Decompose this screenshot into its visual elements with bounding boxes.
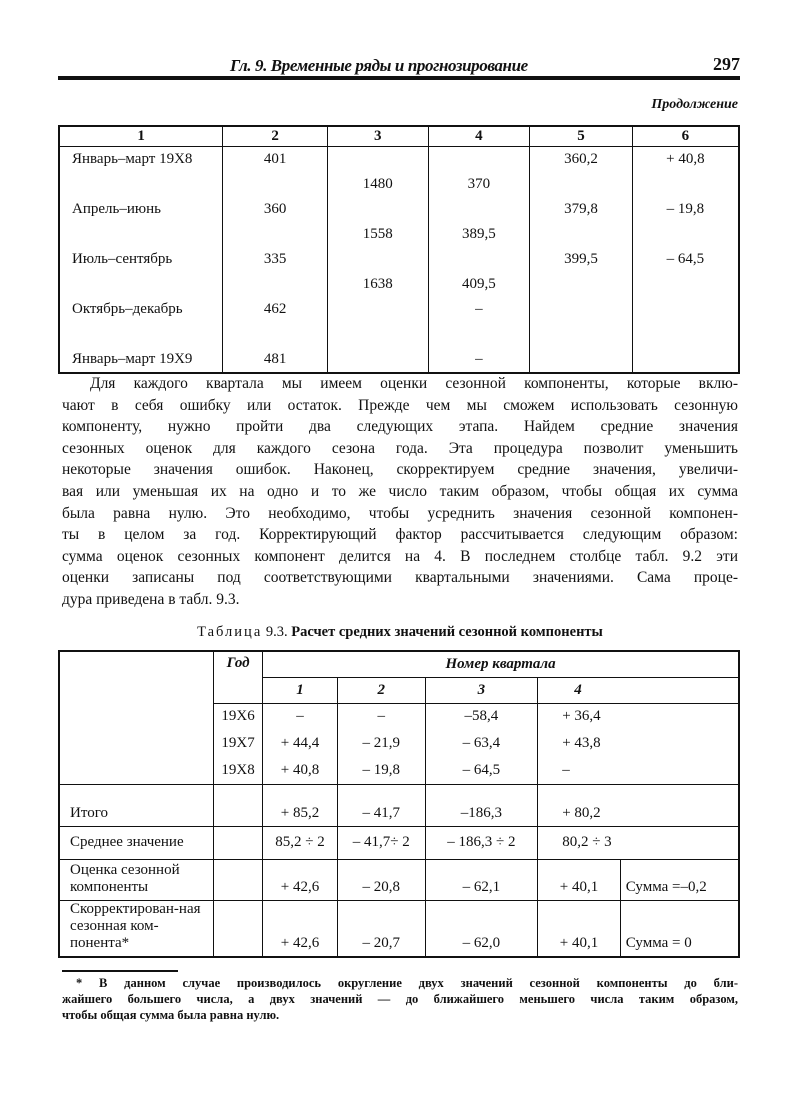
header-row-1 xyxy=(59,651,739,677)
value-cell: 1638 xyxy=(327,272,428,297)
paragraph-line: некоторые значения ошибок. Наконец, скорректируем средние значения, увеличи- xyxy=(62,461,738,479)
paragraph-line: сумма оценок сезонных компонент делится на 4. В последнем столбце табл. 9.2 эти xyxy=(62,547,738,565)
row-label: Среднее значение xyxy=(59,826,214,859)
empty-year-cell xyxy=(214,859,263,900)
table-header-row xyxy=(59,126,739,147)
value-cell xyxy=(327,322,428,347)
value-cell xyxy=(223,222,328,247)
paragraph-line: была равна нулю. Это необходимо, чтобы усреднить значения сезонной компонен- xyxy=(62,504,738,522)
value-cell: + 42,6 xyxy=(263,900,338,957)
period-cell: Июль–сентябрь xyxy=(59,247,223,272)
value-cell: – 19,8 xyxy=(337,757,425,784)
value-cell: + 40,1 xyxy=(538,900,621,957)
value-cell: + 80,2 xyxy=(538,784,739,826)
quarter-header: Номер квартала xyxy=(263,651,739,677)
row-label: Итого xyxy=(59,784,214,826)
value-cell: 401 xyxy=(223,147,328,173)
page-number: 297 xyxy=(713,54,740,74)
year-cell: 19X6 xyxy=(214,703,263,730)
value-cell: 370 xyxy=(428,172,530,197)
value-cell xyxy=(428,197,530,222)
continuation-label: Продолжение xyxy=(651,97,738,112)
value-cell xyxy=(327,347,428,373)
total-row xyxy=(59,784,739,826)
value-cell: – 63,4 xyxy=(425,730,538,757)
paragraph-line: ты в целом за год. Корректирующий фактор рассчитывается следующим образом: xyxy=(62,526,738,544)
caption-prefix: Таблица xyxy=(197,624,263,640)
sum-cell: Сумма = 0 xyxy=(620,900,739,957)
table-row xyxy=(59,197,739,222)
value-cell: –186,3 xyxy=(425,784,538,826)
value-cell: 1558 xyxy=(327,222,428,247)
value-cell xyxy=(428,247,530,272)
value-cell: + 40,1 xyxy=(538,859,621,900)
table-row xyxy=(59,172,739,197)
value-cell: – xyxy=(538,757,739,784)
paragraph-line: вая или уменьшая их на одно и то же число таким образом, чтобы общая их сумма xyxy=(62,482,738,500)
value-cell xyxy=(632,322,739,347)
value-cell xyxy=(632,272,739,297)
caption-number: 9.3. xyxy=(265,624,288,640)
table-row xyxy=(59,297,739,322)
value-cell: – 41,7÷ 2 xyxy=(337,826,425,859)
value-cell: – 21,9 xyxy=(337,730,425,757)
value-cell: + 85,2 xyxy=(263,784,338,826)
value-cell: 389,5 xyxy=(428,222,530,247)
value-cell xyxy=(428,147,530,173)
mean-row xyxy=(59,826,739,859)
value-cell: + 43,8 xyxy=(538,730,739,757)
value-cell: 360,2 xyxy=(530,147,633,173)
value-cell: –58,4 xyxy=(425,703,538,730)
header-rule xyxy=(58,76,740,80)
row-label: Оценка сезонной компоненты xyxy=(59,859,214,900)
value-cell xyxy=(428,322,530,347)
year-cell: 19X8 xyxy=(214,757,263,784)
value-cell: + 42,6 xyxy=(263,859,338,900)
value-cell xyxy=(632,347,739,373)
quarter-number: 1 xyxy=(263,677,338,703)
value-cell: – 19,8 xyxy=(632,197,739,222)
empty-year-cell xyxy=(214,784,263,826)
period-cell xyxy=(59,222,223,247)
value-cell: 335 xyxy=(223,247,328,272)
value-cell: 379,8 xyxy=(530,197,633,222)
value-cell xyxy=(223,272,328,297)
value-cell: – xyxy=(263,703,338,730)
table-row xyxy=(59,247,739,272)
table-row xyxy=(59,147,739,173)
paragraph-line: оценки записаны под соответствующими квартальными значениями. Сама проце- xyxy=(62,569,738,587)
paragraph-line: чают в себя ошибку или остаток. Прежде чем мы сможем использовать сезонную xyxy=(62,396,738,414)
period-cell: Апрель–июнь xyxy=(59,197,223,222)
value-cell xyxy=(530,322,633,347)
table-9-3 xyxy=(58,650,740,958)
value-cell: – 186,3 ÷ 2 xyxy=(425,826,538,859)
footnote-line: чтобы общая сумма была равна нулю. xyxy=(62,1008,280,1022)
column-header: 5 xyxy=(530,126,633,147)
period-cell xyxy=(59,272,223,297)
value-cell xyxy=(223,322,328,347)
value-cell: – xyxy=(428,347,530,373)
period-cell xyxy=(59,172,223,197)
value-cell xyxy=(530,272,633,297)
value-cell: – xyxy=(428,297,530,322)
paragraph-line: компоненту, нужно пройти два следующих этапа. Найдем средние значения xyxy=(62,418,738,436)
paragraph-line: Для каждого квартала мы имеем оценки сезонной компоненты, которые вклю- xyxy=(90,375,738,392)
value-cell: + 40,8 xyxy=(632,147,739,173)
value-cell xyxy=(530,172,633,197)
value-cell xyxy=(530,347,633,373)
footnote-line: * В данном случае производилось округление двух значений сезонной компоненты до бли- xyxy=(76,976,738,990)
value-cell: 1480 xyxy=(327,172,428,197)
period-cell xyxy=(59,322,223,347)
empty-label-cell xyxy=(59,651,214,784)
value-cell: – 62,1 xyxy=(425,859,538,900)
quarter-number: 3 xyxy=(425,677,538,703)
value-cell: 409,5 xyxy=(428,272,530,297)
value-cell xyxy=(632,297,739,322)
value-cell: 462 xyxy=(223,297,328,322)
value-cell xyxy=(632,172,739,197)
footnote-line: жайшего большего числа, а двух значений — до ближайшего меньшего числа таким образом, xyxy=(62,992,738,1006)
value-cell xyxy=(327,297,428,322)
value-cell: – 64,5 xyxy=(632,247,739,272)
table-row xyxy=(59,272,739,297)
column-header: 1 xyxy=(59,126,223,147)
empty-year-cell xyxy=(214,900,263,957)
column-header: 3 xyxy=(327,126,428,147)
table-row xyxy=(59,347,739,373)
empty-year-cell xyxy=(214,826,263,859)
column-header: 6 xyxy=(632,126,739,147)
value-cell: + 40,8 xyxy=(263,757,338,784)
value-cell: – 20,8 xyxy=(337,859,425,900)
estimate-row xyxy=(59,859,739,900)
value-cell xyxy=(327,147,428,173)
column-header: 4 xyxy=(428,126,530,147)
corrected-row xyxy=(59,900,739,957)
footnote xyxy=(62,975,738,1023)
value-cell: 481 xyxy=(223,347,328,373)
value-cell: 80,2 ÷ 3 xyxy=(538,826,739,859)
value-cell: 399,5 xyxy=(530,247,633,272)
table-9-2-continued xyxy=(58,125,740,374)
sum-cell: Сумма =–0,2 xyxy=(620,859,739,900)
value-cell xyxy=(530,297,633,322)
value-cell xyxy=(327,247,428,272)
running-head xyxy=(60,52,740,78)
value-cell xyxy=(327,197,428,222)
column-header: 2 xyxy=(223,126,328,147)
value-cell xyxy=(223,172,328,197)
value-cell xyxy=(632,222,739,247)
value-cell: – 20,7 xyxy=(337,900,425,957)
value-cell xyxy=(530,222,633,247)
period-cell: Октябрь–декабрь xyxy=(59,297,223,322)
table-caption xyxy=(0,624,800,641)
year-cell: 19X7 xyxy=(214,730,263,757)
footnote-rule xyxy=(62,970,178,972)
value-cell: 85,2 ÷ 2 xyxy=(263,826,338,859)
value-cell: 360 xyxy=(223,197,328,222)
year-header: Год xyxy=(214,651,263,703)
period-cell: Январь–март 19X9 xyxy=(59,347,223,373)
row-label: Скорректирован-ная сезонная ком-понента* xyxy=(59,900,214,957)
period-cell: Январь–март 19X8 xyxy=(59,147,223,173)
running-title: Гл. 9. Временные ряды и прогнозирование xyxy=(230,56,528,75)
paragraph-line: сезонных оценок для каждого сезона года. Эта процедура позволит уменьшить xyxy=(62,439,738,457)
paragraph-line: дура приведена в табл. 9.3. xyxy=(62,590,240,608)
table-row xyxy=(59,322,739,347)
table-row xyxy=(59,222,739,247)
quarter-number: 2 xyxy=(337,677,425,703)
caption-title: Расчет средних значений сезонной компоненты xyxy=(291,624,603,640)
value-cell: – xyxy=(337,703,425,730)
value-cell: – 64,5 xyxy=(425,757,538,784)
value-cell: + 36,4 xyxy=(538,703,739,730)
value-cell: + 44,4 xyxy=(263,730,338,757)
value-cell: – 62,0 xyxy=(425,900,538,957)
quarter-number: 4 xyxy=(538,677,739,703)
body-paragraph xyxy=(62,373,738,611)
value-cell: – 41,7 xyxy=(337,784,425,826)
